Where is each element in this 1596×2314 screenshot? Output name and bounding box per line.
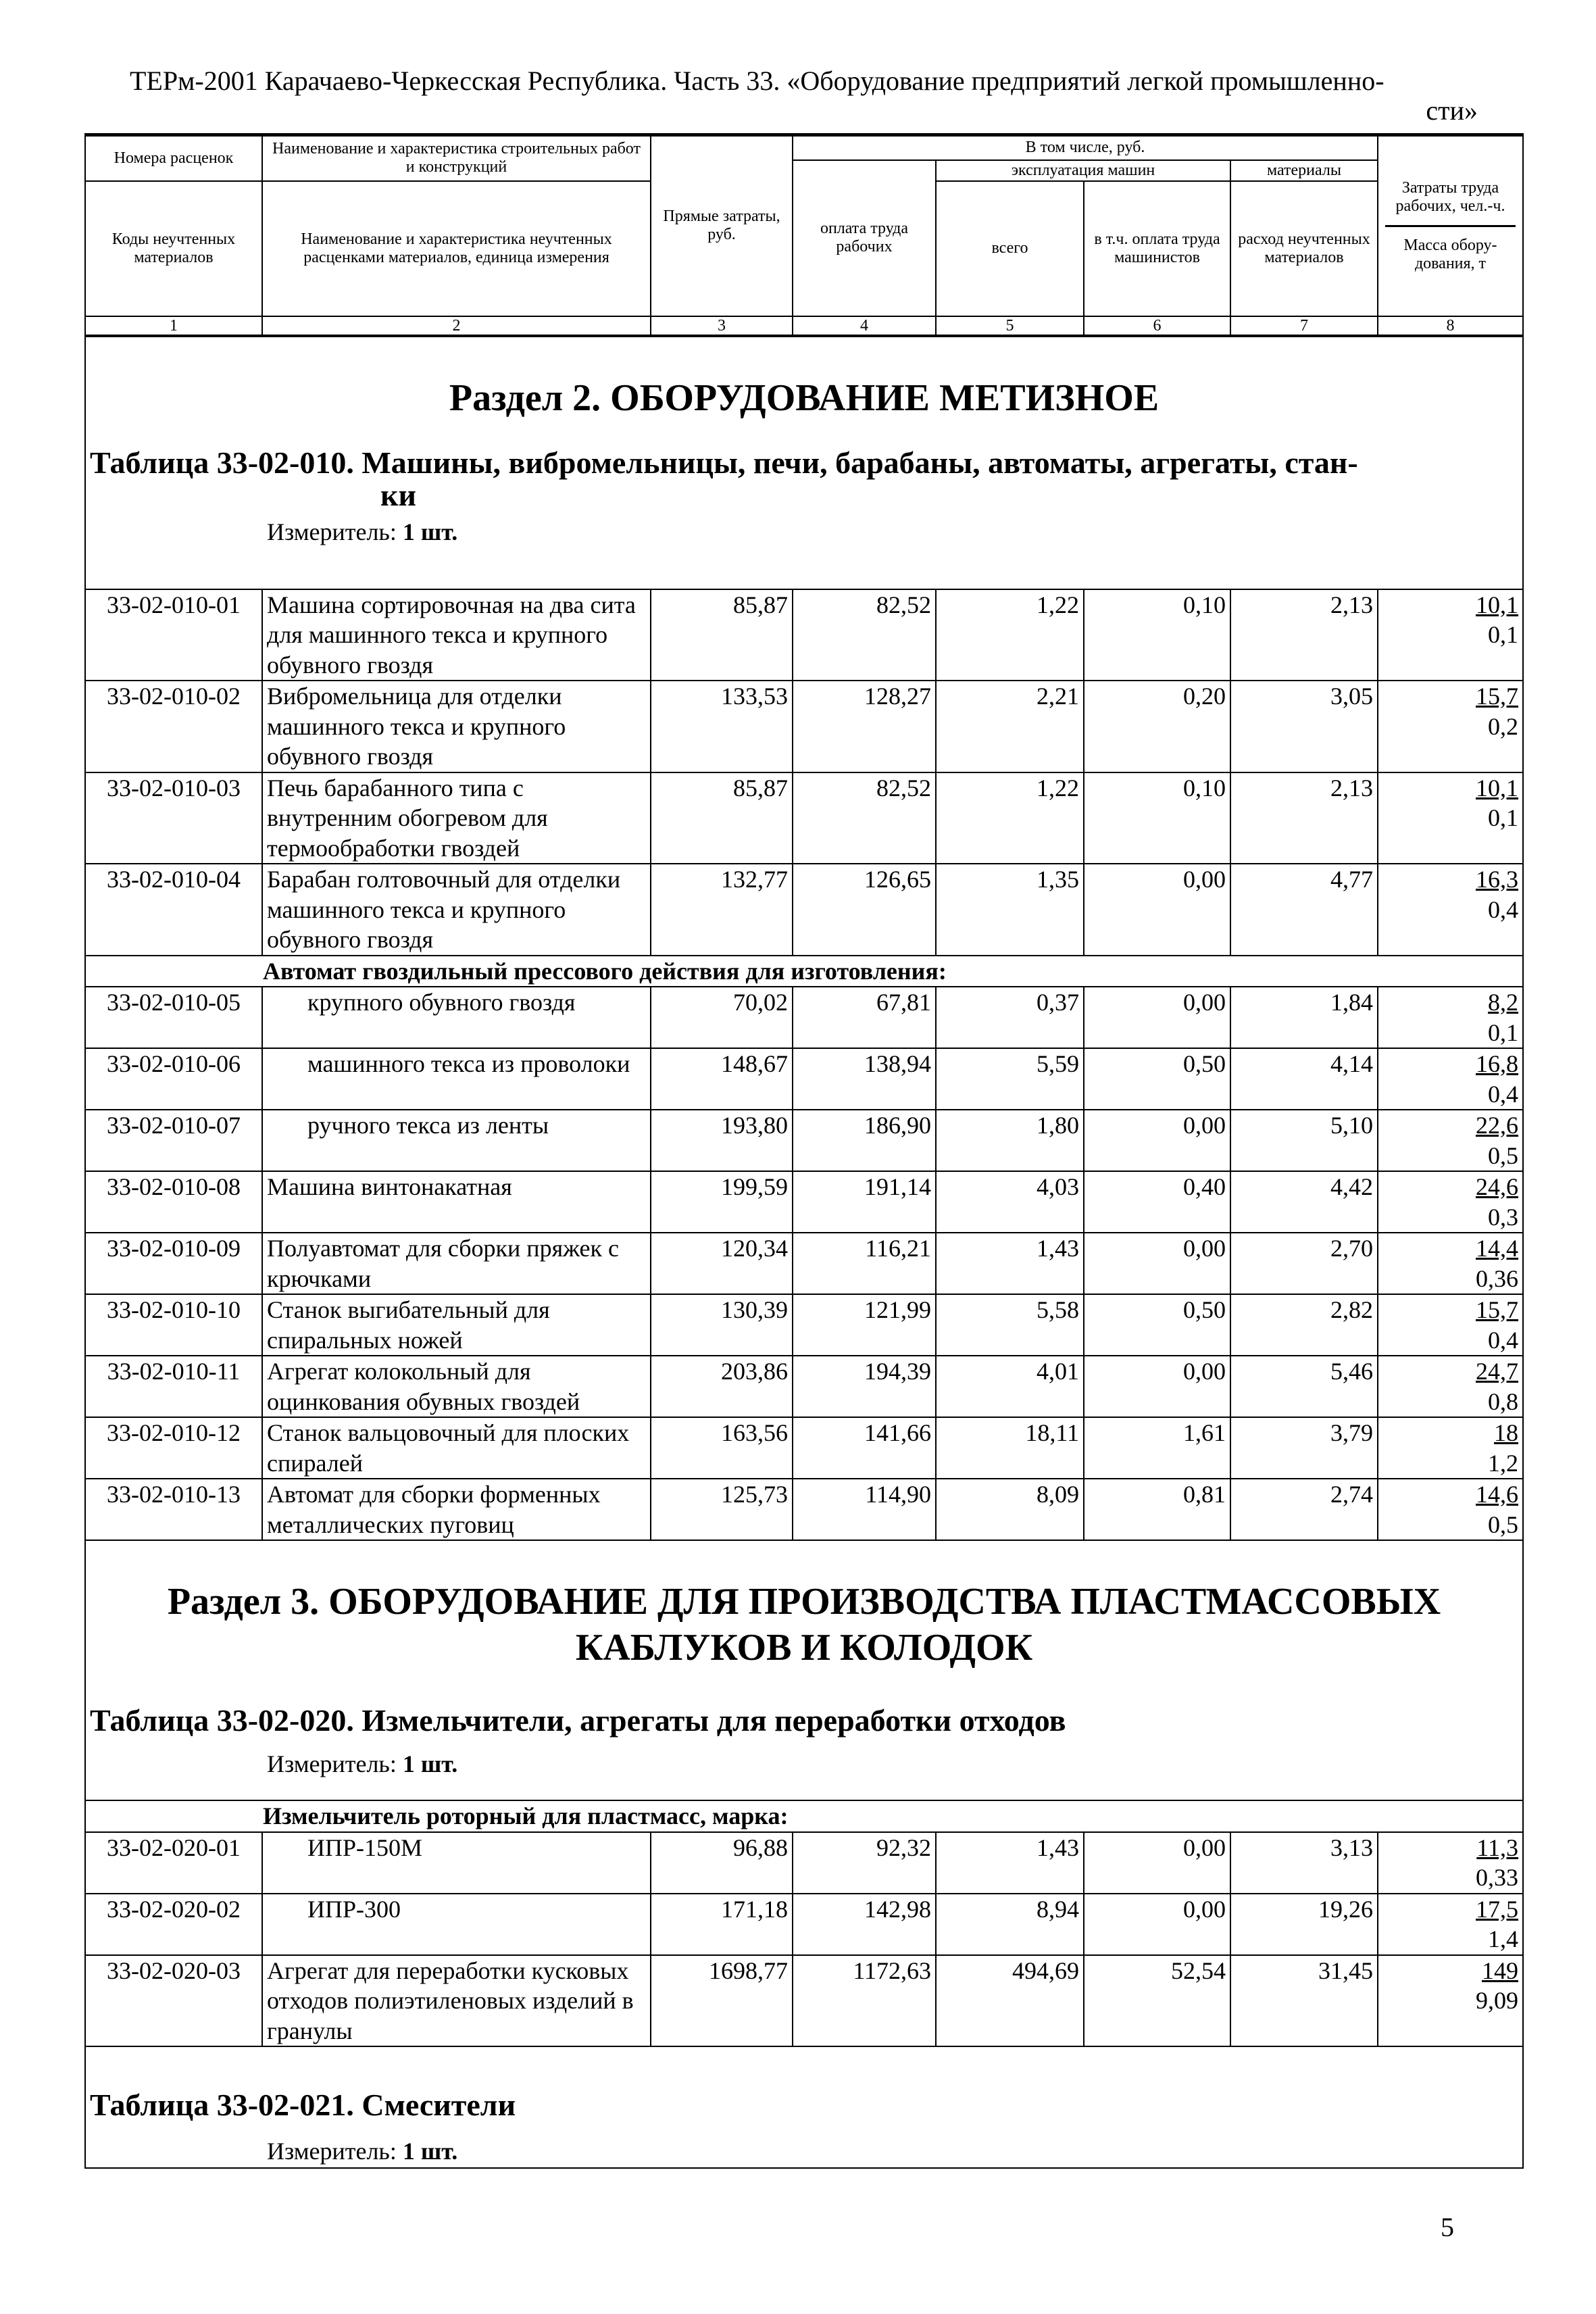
material-usage: 19,26 bbox=[1230, 1894, 1378, 1955]
worker-pay: 92,32 bbox=[793, 1832, 936, 1894]
labor-hours bbox=[1382, 1956, 1518, 1986]
header-material-codes: Коды неучтенных материалов bbox=[85, 181, 262, 316]
machines-total: 494,69 bbox=[936, 1955, 1084, 2047]
material-usage: 4,77 bbox=[1230, 864, 1378, 956]
table-title-line1: Таблица 33-02-010. Машины, вибромельницы, печи, барабаны, автоматы, агрегаты, стан- bbox=[90, 445, 1358, 480]
labor-hours-value: 16,8 bbox=[1476, 1050, 1518, 1077]
labor-mass-cell bbox=[1378, 1110, 1523, 1171]
table-title-line2: ки bbox=[380, 477, 417, 512]
equipment-mass: 0,1 bbox=[1488, 804, 1518, 831]
section-title-line2: КАБЛУКОВ И КОЛОДОК bbox=[575, 1627, 1033, 1669]
labor-hours-value: 22,6 bbox=[1476, 1112, 1518, 1139]
direct-costs: 163,56 bbox=[651, 1417, 793, 1479]
rate-description: Машина сортировочная на два сита для машинного текса и крупного обувного гвоздя bbox=[262, 589, 651, 681]
rate-description: крупного обувного гвоздя bbox=[262, 987, 651, 1048]
machines-total: 1,22 bbox=[936, 589, 1084, 681]
header-work-name: Наименование и характеристика строительных работ и конструкций bbox=[262, 135, 651, 181]
worker-pay: 1172,63 bbox=[793, 1955, 936, 2047]
header-machines: эксплуатация машин bbox=[936, 160, 1230, 181]
machines-total: 4,03 bbox=[936, 1171, 1084, 1233]
machines-total: 1,43 bbox=[936, 1233, 1084, 1294]
worker-pay: 67,81 bbox=[793, 987, 936, 1048]
equipment-mass: 0,4 bbox=[1488, 1326, 1518, 1354]
material-usage: 3,13 bbox=[1230, 1832, 1378, 1894]
rate-code: 33-02-010-08 bbox=[85, 1171, 262, 1233]
running-head-line1: ТЕРм-2001 Карачаево-Черкесская Республика. Часть 33. «Оборудование предприятий легкой промышленно- bbox=[130, 66, 1385, 96]
equipment-mass: 0,5 bbox=[1488, 1141, 1518, 1169]
rate-code: 33-02-010-12 bbox=[85, 1417, 262, 1479]
material-usage: 2,13 bbox=[1230, 772, 1378, 864]
operator-pay: 0,40 bbox=[1084, 1171, 1230, 1233]
rate-description: машинного текса из проволоки bbox=[262, 1048, 651, 1110]
table-row bbox=[85, 864, 1523, 956]
header-worker-pay: оплата труда рабочих bbox=[793, 160, 936, 316]
worker-pay: 138,94 bbox=[793, 1048, 936, 1110]
labor-hours-value: 8,2 bbox=[1488, 989, 1518, 1016]
direct-costs: 85,87 bbox=[651, 589, 793, 681]
worker-pay: 121,99 bbox=[793, 1294, 936, 1356]
labor-hours-value: 15,7 bbox=[1476, 683, 1518, 710]
labor-mass-cell bbox=[1378, 772, 1523, 864]
worker-pay: 114,90 bbox=[793, 1479, 936, 1540]
direct-costs: 199,59 bbox=[651, 1171, 793, 1233]
rate-description: Машина винтонакатная bbox=[262, 1171, 651, 1233]
labor-hours bbox=[1382, 1049, 1518, 1079]
measure-value: 1 шт. bbox=[402, 2138, 458, 2165]
worker-pay: 82,52 bbox=[793, 772, 936, 864]
rate-description: Печь барабанного типа с внутренним обогревом для термообработки гвоздей bbox=[262, 772, 651, 864]
rate-code: 33-02-020-03 bbox=[85, 1955, 262, 2047]
rate-code: 33-02-010-01 bbox=[85, 589, 262, 681]
rate-description: ручного текса из ленты bbox=[262, 1110, 651, 1171]
material-usage: 5,10 bbox=[1230, 1110, 1378, 1171]
machines-total: 8,94 bbox=[936, 1894, 1084, 1955]
rate-code: 33-02-010-06 bbox=[85, 1048, 262, 1110]
header-material-usage: расход неучтенных материалов bbox=[1230, 181, 1378, 316]
rate-description: Станок вальцовочный для плоских спиралей bbox=[262, 1417, 651, 1479]
labor-hours-value: 17,5 bbox=[1476, 1895, 1518, 1923]
measure-label: Измеритель: bbox=[267, 1750, 397, 1777]
operator-pay: 0,50 bbox=[1084, 1048, 1230, 1110]
column-number: 1 bbox=[85, 316, 262, 336]
rate-code: 33-02-010-13 bbox=[85, 1479, 262, 1540]
column-number: 2 bbox=[262, 316, 651, 336]
labor-hours-value: 11,3 bbox=[1476, 1833, 1518, 1861]
operator-pay: 0,00 bbox=[1084, 1233, 1230, 1294]
rates-table bbox=[84, 133, 1524, 2169]
labor-hours bbox=[1382, 1295, 1518, 1325]
labor-hours bbox=[1382, 1479, 1518, 1510]
labor-hours-value: 10,1 bbox=[1476, 591, 1518, 618]
section-title: Раздел 2. ОБОРУДОВАНИЕ МЕТИЗНОЕ bbox=[449, 376, 1159, 419]
running-head bbox=[130, 66, 1478, 126]
table-row bbox=[85, 1110, 1523, 1171]
table-row bbox=[85, 1894, 1523, 1955]
direct-costs: 193,80 bbox=[651, 1110, 793, 1171]
equipment-mass: 1,2 bbox=[1488, 1449, 1518, 1477]
labor-hours bbox=[1382, 987, 1518, 1018]
table-row bbox=[85, 1417, 1523, 1479]
rate-code: 33-02-010-09 bbox=[85, 1233, 262, 1294]
labor-hours bbox=[1382, 1356, 1518, 1387]
direct-costs: 1698,77 bbox=[651, 1955, 793, 2047]
material-usage: 3,79 bbox=[1230, 1417, 1378, 1479]
equipment-mass: 0,2 bbox=[1488, 712, 1518, 740]
labor-mass-cell bbox=[1378, 1048, 1523, 1110]
operator-pay: 0,10 bbox=[1084, 589, 1230, 681]
table-021-block bbox=[85, 2046, 1523, 2168]
labor-mass-cell bbox=[1378, 1832, 1523, 1894]
worker-pay: 128,27 bbox=[793, 681, 936, 772]
machines-total: 0,37 bbox=[936, 987, 1084, 1048]
column-number: 7 bbox=[1230, 316, 1378, 336]
direct-costs: 70,02 bbox=[651, 987, 793, 1048]
labor-mass-cell bbox=[1378, 1233, 1523, 1294]
labor-hours-value: 14,6 bbox=[1476, 1481, 1518, 1508]
equipment-mass: 0,36 bbox=[1476, 1264, 1518, 1292]
column-numbers bbox=[85, 316, 1523, 336]
labor-hours-value: 149 bbox=[1482, 1956, 1518, 1984]
equipment-mass: 0,4 bbox=[1488, 1080, 1518, 1108]
equipment-mass: 0,4 bbox=[1488, 895, 1518, 923]
labor-mass-cell bbox=[1378, 589, 1523, 681]
table-title bbox=[86, 447, 1522, 512]
rate-code: 33-02-010-02 bbox=[85, 681, 262, 772]
operator-pay: 0,00 bbox=[1084, 1832, 1230, 1894]
material-usage: 1,84 bbox=[1230, 987, 1378, 1048]
machines-total: 1,35 bbox=[936, 864, 1084, 956]
worker-pay: 126,65 bbox=[793, 864, 936, 956]
page-number: 5 bbox=[1441, 2212, 1454, 2242]
measure-unit bbox=[86, 517, 1522, 547]
labor-mass-cell bbox=[1378, 1955, 1523, 2047]
column-number: 8 bbox=[1378, 316, 1523, 336]
header-including: В том числе, руб. bbox=[793, 135, 1378, 160]
column-number: 5 bbox=[936, 316, 1084, 336]
rate-description: Агрегат для переработки кусковых отходов полиэтиленовых изделий в гранулы bbox=[262, 1955, 651, 2047]
machines-total: 4,01 bbox=[936, 1356, 1084, 1417]
table-row bbox=[85, 589, 1523, 681]
direct-costs: 148,67 bbox=[651, 1048, 793, 1110]
labor-hours-value: 15,7 bbox=[1476, 1296, 1518, 1323]
equipment-mass: 0,33 bbox=[1476, 1864, 1518, 1891]
rate-description: Автомат для сборки форменных металлических пуговиц bbox=[262, 1479, 651, 1540]
group-subheader: Измельчитель роторный для пластмасс, марка: bbox=[85, 1800, 1523, 1832]
section-2-block bbox=[85, 336, 1523, 589]
direct-costs: 120,34 bbox=[651, 1233, 793, 1294]
worker-pay: 82,52 bbox=[793, 589, 936, 681]
rate-code: 33-02-010-03 bbox=[85, 772, 262, 864]
labor-hours-value: 18 bbox=[1494, 1419, 1518, 1446]
worker-pay: 142,98 bbox=[793, 1894, 936, 1955]
machines-total: 18,11 bbox=[936, 1417, 1084, 1479]
measure-label: Измеритель: bbox=[267, 518, 397, 545]
material-usage: 31,45 bbox=[1230, 1955, 1378, 2047]
worker-pay: 191,14 bbox=[793, 1171, 936, 1233]
measure-label: Измеритель: bbox=[267, 2138, 397, 2165]
measure-value: 1 шт. bbox=[402, 1750, 458, 1777]
table-row bbox=[85, 1233, 1523, 1294]
rate-code: 33-02-010-05 bbox=[85, 987, 262, 1048]
header-materials: материалы bbox=[1230, 160, 1378, 181]
rate-description: ИПР-300 bbox=[262, 1894, 651, 1955]
direct-costs: 171,18 bbox=[651, 1894, 793, 1955]
labor-mass-cell bbox=[1378, 987, 1523, 1048]
material-usage: 4,14 bbox=[1230, 1048, 1378, 1110]
material-usage: 4,42 bbox=[1230, 1171, 1378, 1233]
operator-pay: 52,54 bbox=[1084, 1955, 1230, 2047]
labor-mass-cell bbox=[1378, 1417, 1523, 1479]
rate-description: Полуавтомат для сборки пряжек с крючками bbox=[262, 1233, 651, 1294]
labor-hours-value: 16,3 bbox=[1476, 866, 1518, 893]
material-usage: 2,82 bbox=[1230, 1294, 1378, 1356]
worker-pay: 141,66 bbox=[793, 1417, 936, 1479]
equipment-mass: 0,1 bbox=[1488, 621, 1518, 648]
direct-costs: 85,87 bbox=[651, 772, 793, 864]
equipment-mass: 0,8 bbox=[1488, 1387, 1518, 1415]
labor-hours-value: 10,1 bbox=[1476, 774, 1518, 802]
rate-description: Станок выгибательный для спиральных ножей bbox=[262, 1294, 651, 1356]
equipment-mass: 9,09 bbox=[1476, 1987, 1518, 2014]
direct-costs: 133,53 bbox=[651, 681, 793, 772]
labor-mass-cell bbox=[1378, 1294, 1523, 1356]
header-operator-pay: в т.ч. оплата труда машинистов bbox=[1084, 181, 1230, 316]
table-row bbox=[85, 1955, 1523, 2047]
machines-total: 2,21 bbox=[936, 681, 1084, 772]
group-subheader-row bbox=[85, 1800, 1523, 1832]
section-title bbox=[86, 1579, 1522, 1671]
table-row bbox=[85, 1294, 1523, 1356]
material-usage: 2,74 bbox=[1230, 1479, 1378, 1540]
operator-pay: 1,61 bbox=[1084, 1417, 1230, 1479]
rate-code: 33-02-020-01 bbox=[85, 1832, 262, 1894]
worker-pay: 194,39 bbox=[793, 1356, 936, 1417]
table-row bbox=[85, 1048, 1523, 1110]
labor-mass-cell bbox=[1378, 1356, 1523, 1417]
rate-code: 33-02-010-04 bbox=[85, 864, 262, 956]
material-usage: 3,05 bbox=[1230, 681, 1378, 772]
worker-pay: 116,21 bbox=[793, 1233, 936, 1294]
operator-pay: 0,81 bbox=[1084, 1479, 1230, 1540]
equipment-mass: 0,3 bbox=[1488, 1203, 1518, 1231]
table-row bbox=[85, 772, 1523, 864]
direct-costs: 125,73 bbox=[651, 1479, 793, 1540]
labor-hours-value: 24,7 bbox=[1476, 1358, 1518, 1385]
measure-unit bbox=[86, 1749, 1522, 1779]
operator-pay: 0,50 bbox=[1084, 1294, 1230, 1356]
operator-pay: 0,00 bbox=[1084, 987, 1230, 1048]
table-row bbox=[85, 1479, 1523, 1540]
header-labor: Затраты труда рабочих, чел.-ч. bbox=[1385, 179, 1516, 227]
measure-value: 1 шт. bbox=[402, 518, 458, 545]
rate-code: 33-02-010-07 bbox=[85, 1110, 262, 1171]
material-usage: 2,70 bbox=[1230, 1233, 1378, 1294]
labor-hours-value: 14,4 bbox=[1476, 1235, 1518, 1262]
labor-mass-cell bbox=[1378, 1479, 1523, 1540]
header-direct-costs: Прямые затраты, руб. bbox=[651, 135, 793, 316]
direct-costs: 96,88 bbox=[651, 1832, 793, 1894]
operator-pay: 0,00 bbox=[1084, 1356, 1230, 1417]
rate-code: 33-02-010-11 bbox=[85, 1356, 262, 1417]
machines-total: 8,09 bbox=[936, 1479, 1084, 1540]
operator-pay: 0,00 bbox=[1084, 864, 1230, 956]
group-subheader-row bbox=[85, 956, 1523, 987]
operator-pay: 0,00 bbox=[1084, 1894, 1230, 1955]
rate-code: 33-02-010-10 bbox=[85, 1294, 262, 1356]
column-number: 4 bbox=[793, 316, 936, 336]
labor-hours bbox=[1382, 1110, 1518, 1141]
operator-pay: 0,10 bbox=[1084, 772, 1230, 864]
labor-mass-cell bbox=[1378, 864, 1523, 956]
machines-total: 1,43 bbox=[936, 1832, 1084, 1894]
labor-mass-cell bbox=[1378, 1894, 1523, 1955]
rate-description: Барабан голтовочный для отделки машинного текса и крупного обувного гвоздя bbox=[262, 864, 651, 956]
machines-total: 5,59 bbox=[936, 1048, 1084, 1110]
section-title-line1: Раздел 3. ОБОРУДОВАНИЕ ДЛЯ ПРОИЗВОДСТВА ПЛАСТМАССОВЫХ bbox=[167, 1581, 1441, 1623]
group-subheader: Автомат гвоздильный прессового действия для изготовления: bbox=[85, 956, 1523, 987]
running-head-line2: сти» bbox=[1426, 95, 1478, 126]
table-row bbox=[85, 681, 1523, 772]
equipment-mass: 0,5 bbox=[1488, 1510, 1518, 1538]
table-title: Таблица 33-02-020. Измельчители, агрегаты для переработки отходов bbox=[90, 1703, 1066, 1738]
direct-costs: 130,39 bbox=[651, 1294, 793, 1356]
header-labor-mass bbox=[1378, 135, 1523, 316]
column-number: 3 bbox=[651, 316, 793, 336]
section-3-block bbox=[85, 1540, 1523, 1800]
labor-hours-value: 24,6 bbox=[1476, 1173, 1518, 1200]
labor-hours bbox=[1382, 1172, 1518, 1202]
machines-total: 1,22 bbox=[936, 772, 1084, 864]
column-number: 6 bbox=[1084, 316, 1230, 336]
worker-pay: 186,90 bbox=[793, 1110, 936, 1171]
header-rate-numbers: Номера расценок bbox=[85, 135, 262, 181]
labor-hours bbox=[1382, 773, 1518, 804]
measure-unit bbox=[86, 2136, 1522, 2166]
rate-description: Вибромельница для отделки машинного текса и крупного обувного гвоздя bbox=[262, 681, 651, 772]
labor-hours bbox=[1382, 590, 1518, 620]
header-mass: Масса обору-дования, т bbox=[1403, 236, 1497, 272]
direct-costs: 203,86 bbox=[651, 1356, 793, 1417]
operator-pay: 0,20 bbox=[1084, 681, 1230, 772]
rate-description: Агрегат колокольный для оцинкования обувных гвоздей bbox=[262, 1356, 651, 1417]
table-row bbox=[85, 1832, 1523, 1894]
labor-hours bbox=[1382, 1418, 1518, 1448]
header-material-name: Наименование и характеристика неучтенных расценками материалов, единица измерения bbox=[262, 181, 651, 316]
rate-description: ИПР-150М bbox=[262, 1832, 651, 1894]
material-usage: 5,46 bbox=[1230, 1356, 1378, 1417]
table-row bbox=[85, 987, 1523, 1048]
labor-hours bbox=[1382, 681, 1518, 712]
table-row bbox=[85, 1356, 1523, 1417]
rate-code: 33-02-020-02 bbox=[85, 1894, 262, 1955]
table-row bbox=[85, 1171, 1523, 1233]
header-machines-total: всего bbox=[936, 181, 1084, 316]
machines-total: 5,58 bbox=[936, 1294, 1084, 1356]
labor-hours bbox=[1382, 864, 1518, 895]
machines-total: 1,80 bbox=[936, 1110, 1084, 1171]
operator-pay: 0,00 bbox=[1084, 1110, 1230, 1171]
labor-hours bbox=[1382, 1833, 1518, 1863]
table-header bbox=[85, 135, 1523, 336]
labor-hours bbox=[1382, 1233, 1518, 1264]
table-title: Таблица 33-02-021. Смесители bbox=[90, 2088, 516, 2122]
equipment-mass: 1,4 bbox=[1488, 1925, 1518, 1952]
material-usage: 2,13 bbox=[1230, 589, 1378, 681]
equipment-mass: 0,1 bbox=[1488, 1018, 1518, 1046]
labor-hours bbox=[1382, 1894, 1518, 1925]
labor-mass-cell bbox=[1378, 1171, 1523, 1233]
labor-mass-cell bbox=[1378, 681, 1523, 772]
direct-costs: 132,77 bbox=[651, 864, 793, 956]
